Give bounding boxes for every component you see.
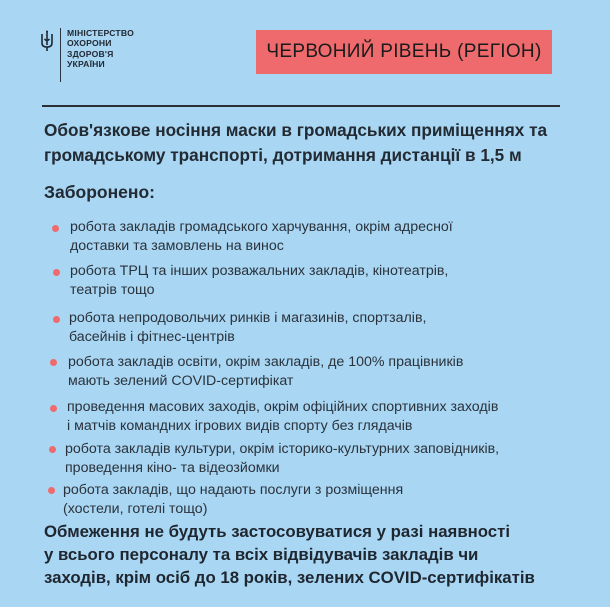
list-item-line: басейнів і фітнес-центрів <box>69 329 235 345</box>
list-item-line: робота закладів освіти, окрім закладів, де 100% працівників <box>68 354 464 370</box>
list-item-line: театрів тощо <box>70 282 155 298</box>
exemption-note-line: Обмеження не будуть застосовуватися у разі наявності <box>44 522 511 541</box>
list-item <box>63 481 403 519</box>
trident-icon <box>40 30 54 52</box>
mask-requirement-line: Обов'язкове носіння маски в громадських приміщеннях та <box>44 120 548 140</box>
mask-requirement-line: громадському транспорті, дотримання дистанції в 1,5 м <box>44 145 522 165</box>
bullet-dot <box>49 446 56 453</box>
list-item-line: і матчів командних ігрових видів спорту без глядачів <box>67 418 413 434</box>
bullet-dot <box>53 316 60 323</box>
list-item-line: робота непродовольчих ринків і магазинів, спортзалів, <box>69 310 427 326</box>
logo-divider <box>60 28 61 82</box>
list-item-line: доставки та замовлень на винос <box>70 238 284 254</box>
bullet-dot <box>48 487 55 494</box>
ministry-name-line: ЗДОРОВ'Я <box>67 48 114 59</box>
list-item <box>70 218 453 256</box>
list-item-line: мають зелений COVID-сертифікат <box>68 373 294 389</box>
bullet-dot <box>52 225 59 232</box>
list-item-line: проведення масових заходів, окрім офіційних спортивних заходів <box>67 399 499 415</box>
exemption-note <box>44 520 604 589</box>
list-item-line: проведення кіно- та відеозйомки <box>65 460 280 476</box>
list-item <box>69 309 426 347</box>
forbidden-heading: Заборонено: <box>44 182 155 202</box>
list-item <box>68 353 463 391</box>
divider-line <box>42 105 560 107</box>
list-item-line: робота закладів громадського харчування, окрім адресної <box>70 219 453 235</box>
bullet-dot <box>50 359 57 366</box>
exemption-note-line: заходів, крім осіб до 18 років, зелених COVID-сертифікатів <box>44 568 535 587</box>
list-item <box>67 398 498 436</box>
bullet-dot <box>53 269 60 276</box>
list-item <box>65 440 499 478</box>
list-item-line: (хостели, готелі тощо) <box>63 501 208 517</box>
ministry-logo <box>40 28 134 82</box>
exemption-note-line: у всього персоналу та всіх відвідувачів закладів чи <box>44 545 479 564</box>
ministry-name <box>67 28 134 70</box>
red-level-badge: ЧЕРВОНИЙ РІВЕНЬ (РЕГІОН) <box>256 30 552 74</box>
bullet-dot <box>50 405 57 412</box>
mask-requirement <box>44 118 584 168</box>
ministry-name-line: МІНІСТЕРСТВО <box>67 28 134 38</box>
list-item-line: робота ТРЦ та інших розважальних закладів, кінотеатрів, <box>70 263 449 279</box>
list-item-line: робота закладів, що надають послуги з розміщення <box>63 482 404 498</box>
ministry-name-line: ОХОРОНИ <box>67 38 112 49</box>
list-item <box>70 262 448 300</box>
list-item-line: робота закладів культури, окрім історико-культурних заповідників, <box>65 441 500 457</box>
ministry-name-line: УКРАЇНИ <box>67 59 105 70</box>
